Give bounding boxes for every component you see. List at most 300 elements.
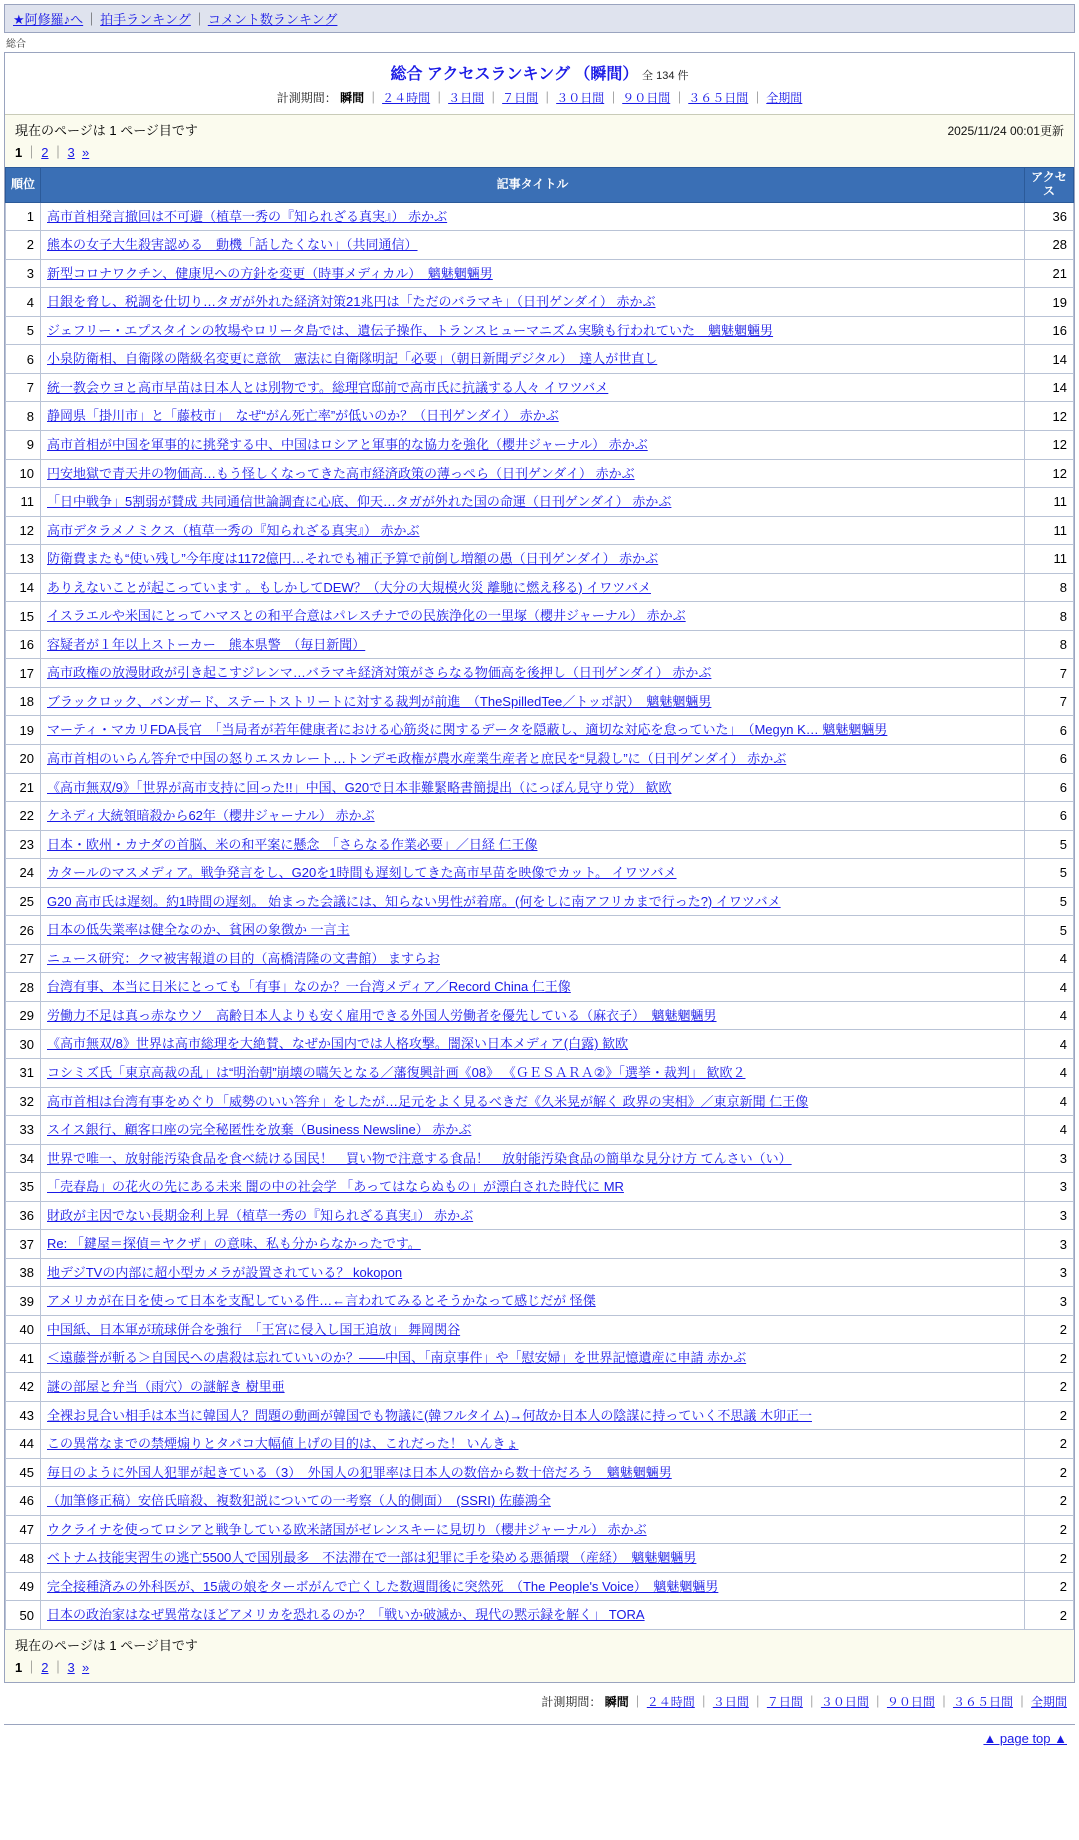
cell-rank: 22 bbox=[6, 802, 41, 831]
table-row bbox=[6, 802, 1074, 831]
cell-title bbox=[41, 830, 1025, 859]
cell-access-count: 2 bbox=[1025, 1315, 1074, 1344]
cell-title bbox=[41, 573, 1025, 602]
cell-rank: 32 bbox=[6, 1087, 41, 1116]
cell-rank: 12 bbox=[6, 516, 41, 545]
cell-rank: 29 bbox=[6, 1001, 41, 1030]
article-link[interactable]: 高市首相のいらん答弁で中国の怒りエスカレート…トンデモ政権が農水産業生産者と庶民を“見殺し”に（日刊ゲンダイ） 赤かぶ bbox=[47, 750, 787, 766]
table-row bbox=[6, 1572, 1074, 1601]
cell-access-count: 11 bbox=[1025, 516, 1074, 545]
article-link[interactable]: 日銀を脅し、税調を仕切り…タガが外れた経済対策21兆円は「ただのバラマキ」（日刊ゲンダイ） 赤かぶ bbox=[47, 294, 656, 310]
cell-title bbox=[41, 202, 1025, 231]
article-link[interactable]: アメリカが在日を使って日本を支配している件…←言われてみるとそうかなって感じだが 怪傑 bbox=[47, 1293, 596, 1309]
table-row bbox=[6, 545, 1074, 574]
period-option-365d-bottom[interactable]: ３６５日間 bbox=[952, 1694, 1013, 1709]
pager-next-bottom[interactable]: » bbox=[81, 1659, 90, 1675]
cell-title bbox=[41, 1001, 1025, 1030]
cell-access-count: 5 bbox=[1025, 916, 1074, 945]
pager-bottom: 1 ｜ 2 ｜ 3 » bbox=[5, 1656, 1074, 1682]
nav-link-applause-ranking[interactable]: 拍手ランキング bbox=[100, 12, 191, 27]
column-header-title: 記事タイトル bbox=[41, 168, 1025, 203]
cell-access-count: 16 bbox=[1025, 316, 1074, 345]
period-current-bottom: 瞬間 bbox=[604, 1694, 629, 1709]
article-link[interactable]: ありえないことが起こっています 。もしかしてDEW？（大分の大規模火災 離馳に燃え移る) イワツバメ bbox=[47, 579, 651, 595]
period-option-30d-bottom[interactable]: ３０日間 bbox=[820, 1694, 869, 1709]
period-option-24h-bottom[interactable]: ２４時間 bbox=[646, 1694, 695, 1709]
article-link[interactable]: ケネディ大統領暗殺から62年（櫻井ジャーナル） 赤かぶ bbox=[47, 808, 375, 824]
period-selector-top: 計測期間： 瞬間 ｜ ２４時間 ｜ ３日間 ｜ ７日間 ｜ ３０日間 ｜ ９０日間 ｜ ３６５日間 ｜ 全期間 bbox=[276, 91, 803, 105]
cell-access-count: 3 bbox=[1025, 1144, 1074, 1173]
cell-access-count: 3 bbox=[1025, 1287, 1074, 1316]
table-row bbox=[6, 773, 1074, 802]
cell-title bbox=[41, 1059, 1025, 1088]
top-navigation-bar bbox=[4, 4, 1075, 33]
cell-title bbox=[41, 1515, 1025, 1544]
cell-access-count: 2 bbox=[1025, 1601, 1074, 1630]
table-row bbox=[6, 859, 1074, 888]
table-row bbox=[6, 944, 1074, 973]
cell-title bbox=[41, 516, 1025, 545]
article-link[interactable]: ブラックロック、バンガード、ステートストリートに対する裁判が前進 （TheSpilledTee／トッポ訳） 魑魅魍魎男 bbox=[47, 693, 712, 709]
cell-title bbox=[41, 402, 1025, 431]
article-link[interactable]: 《高市無双/8》世界は高市総理を大絶賛、なぜか国内では人格攻撃。闇深い日本メディア(白露) 歓欧 bbox=[47, 1036, 629, 1052]
table-row bbox=[6, 1601, 1074, 1630]
article-link[interactable]: スイス銀行、顧客口座の完全秘匿性を放棄（Business Newsline） 赤かぶ bbox=[47, 1122, 472, 1138]
cell-title bbox=[41, 1030, 1025, 1059]
pager-page-3-bottom[interactable]: 3 bbox=[67, 1659, 75, 1675]
cell-access-count: 5 bbox=[1025, 887, 1074, 916]
cell-rank: 28 bbox=[6, 973, 41, 1002]
column-header-access: アクセス bbox=[1025, 168, 1074, 203]
breadcrumb: 総合 bbox=[6, 39, 26, 50]
article-link[interactable]: 静岡県「掛川市」と「藤枝市」 なぜ“がん死亡率”が低いのか？（日刊ゲンダイ） 赤かぶ bbox=[47, 408, 559, 424]
cell-rank: 36 bbox=[6, 1201, 41, 1230]
article-link[interactable]: 《高市無双/9》「世界が高市支持に回った!!」中国、G20で日本非難緊略書簡提出（にっぽん見守り党） 歓欧 bbox=[47, 779, 672, 795]
cell-rank: 48 bbox=[6, 1544, 41, 1573]
cell-rank: 2 bbox=[6, 231, 41, 260]
column-header-rank: 順位 bbox=[6, 168, 41, 203]
table-row bbox=[6, 1087, 1074, 1116]
cell-rank: 40 bbox=[6, 1315, 41, 1344]
cell-title bbox=[41, 1572, 1025, 1601]
cell-rank: 27 bbox=[6, 944, 41, 973]
table-row bbox=[6, 716, 1074, 745]
cell-rank: 14 bbox=[6, 573, 41, 602]
article-link[interactable]: 防衛費またも“使い残し”今年度は1172億円…それでも補正予算で前倒し増額の愚（日刊ゲンダイ） 赤かぶ bbox=[47, 551, 659, 567]
table-row bbox=[6, 887, 1074, 916]
cell-title bbox=[41, 802, 1025, 831]
article-link[interactable]: ウクライナを使ってロシアと戦争している欧米諸国がゼレンスキーに見切り（櫻井ジャーナル） 赤かぶ bbox=[47, 1521, 647, 1537]
cell-access-count: 19 bbox=[1025, 288, 1074, 317]
cell-access-count: 8 bbox=[1025, 602, 1074, 631]
cell-title bbox=[41, 1087, 1025, 1116]
period-option-7d[interactable]: ７日間 bbox=[502, 91, 539, 105]
period-option-90d[interactable]: ９０日間 bbox=[622, 91, 671, 105]
cell-rank: 6 bbox=[6, 345, 41, 374]
cell-title bbox=[41, 1430, 1025, 1459]
article-link[interactable]: この異常なまでの禁煙煽りとタバコ大幅値上げの目的は、これだった！ いんきょ bbox=[47, 1436, 519, 1452]
table-row bbox=[6, 1315, 1074, 1344]
page-title-wrap bbox=[5, 53, 1074, 86]
table-row bbox=[6, 1059, 1074, 1088]
table-row bbox=[6, 973, 1074, 1002]
pager-page-3-top[interactable]: 3 bbox=[67, 145, 75, 160]
table-row bbox=[6, 1544, 1074, 1573]
table-row bbox=[6, 1258, 1074, 1287]
article-link[interactable]: ニュース研究：クマ被害報道の目的（高橋清隆の文書館） ますらお bbox=[47, 950, 440, 966]
table-row bbox=[6, 288, 1074, 317]
cell-access-count: 3 bbox=[1025, 1173, 1074, 1202]
table-row bbox=[6, 373, 1074, 402]
article-link[interactable]: 新型コロナワクチン、健康児への方針を変更（時事メディカル） 魑魅魍魎男 bbox=[47, 265, 493, 281]
cell-title bbox=[41, 1201, 1025, 1230]
cell-title bbox=[41, 602, 1025, 631]
pager-current-top: 1 bbox=[15, 145, 23, 160]
cell-access-count: 6 bbox=[1025, 802, 1074, 831]
cell-title bbox=[41, 916, 1025, 945]
cell-title bbox=[41, 1544, 1025, 1573]
cell-access-count: 2 bbox=[1025, 1544, 1074, 1573]
page-title: 総合 アクセスランキング （瞬間） bbox=[390, 66, 639, 83]
cell-title bbox=[41, 430, 1025, 459]
cell-access-count: 11 bbox=[1025, 545, 1074, 574]
cell-access-count: 2 bbox=[1025, 1373, 1074, 1402]
cell-title bbox=[41, 1230, 1025, 1259]
cell-access-count: 2 bbox=[1025, 1487, 1074, 1516]
cell-title bbox=[41, 288, 1025, 317]
article-link[interactable]: 台湾有事、本当に日米にとっても「有事」なのか？一台湾メディア／Record China 仁王像 bbox=[47, 979, 571, 995]
cell-rank: 13 bbox=[6, 545, 41, 574]
article-link[interactable]: 地デジTVの内部に超小型カメラが設置されている？ kokopon bbox=[47, 1264, 403, 1280]
cell-access-count: 6 bbox=[1025, 716, 1074, 745]
article-link[interactable]: 世界で唯一、放射能汚染食品を食べ続ける国民！ 買い物で注意する食品！ 放射能汚染食品の簡単な見分け方 てんさい（い） bbox=[47, 1150, 792, 1166]
cell-access-count: 4 bbox=[1025, 944, 1074, 973]
last-updated: 2025/11/24 00:01更新 bbox=[947, 124, 1064, 138]
table-row bbox=[6, 573, 1074, 602]
cell-access-count: 2 bbox=[1025, 1458, 1074, 1487]
table-row bbox=[6, 1344, 1074, 1373]
ranking-frame bbox=[4, 52, 1075, 1683]
cell-access-count: 4 bbox=[1025, 1001, 1074, 1030]
cell-access-count: 8 bbox=[1025, 630, 1074, 659]
cell-rank: 33 bbox=[6, 1116, 41, 1145]
cell-title bbox=[41, 630, 1025, 659]
cell-rank: 34 bbox=[6, 1144, 41, 1173]
cell-title bbox=[41, 1487, 1025, 1516]
cell-title bbox=[41, 659, 1025, 688]
article-link[interactable]: G20 高市氏は遅刻。約1時間の遅刻。 始まった会議には、知らない男性が着席。(何をしに南アフリカまで行った?) イワツバメ bbox=[47, 893, 781, 909]
cell-title bbox=[41, 545, 1025, 574]
cell-rank: 49 bbox=[6, 1572, 41, 1601]
cell-title bbox=[41, 744, 1025, 773]
cell-rank: 45 bbox=[6, 1458, 41, 1487]
cell-rank: 21 bbox=[6, 773, 41, 802]
table-row bbox=[6, 830, 1074, 859]
cell-title bbox=[41, 773, 1025, 802]
article-link[interactable]: 容疑者が１年以上ストーカー 熊本県警 （毎日新聞） bbox=[47, 636, 366, 652]
cell-rank: 25 bbox=[6, 887, 41, 916]
cell-rank: 50 bbox=[6, 1601, 41, 1630]
cell-title bbox=[41, 687, 1025, 716]
cell-title bbox=[41, 973, 1025, 1002]
cell-title bbox=[41, 231, 1025, 260]
cell-access-count: 2 bbox=[1025, 1572, 1074, 1601]
table-row bbox=[6, 602, 1074, 631]
period-option-30d[interactable]: ３０日間 bbox=[556, 91, 605, 105]
article-link[interactable]: コシミズ氏「東京高裁の乱」は“明治朝”崩壊の嚆矢となる／藩復興計画《08》 《ＧＥＳＡＲＡ②》「選挙・裁判」 歓欧２ bbox=[47, 1065, 746, 1080]
table-row bbox=[6, 744, 1074, 773]
cell-title bbox=[41, 1173, 1025, 1202]
pager-top: 1 ｜ 2 ｜ 3 » bbox=[5, 141, 1074, 167]
article-link[interactable]: 熊本の女子大生殺害認める 動機「話したくない」（共同通信） bbox=[47, 237, 418, 253]
cell-rank: 10 bbox=[6, 459, 41, 488]
cell-rank: 4 bbox=[6, 288, 41, 317]
period-option-24h[interactable]: ２４時間 bbox=[382, 91, 431, 105]
period-option-3d[interactable]: ３日間 bbox=[448, 91, 485, 105]
cell-access-count: 2 bbox=[1025, 1401, 1074, 1430]
cell-title bbox=[41, 859, 1025, 888]
table-row bbox=[6, 1201, 1074, 1230]
article-link[interactable]: 謎の部屋と弁当（雨穴）の謎解き 樹里亜 bbox=[47, 1379, 285, 1395]
period-option-365d[interactable]: ３６５日間 bbox=[688, 91, 749, 105]
cell-rank: 39 bbox=[6, 1287, 41, 1316]
table-row bbox=[6, 1373, 1074, 1402]
cell-rank: 18 bbox=[6, 687, 41, 716]
cell-title bbox=[41, 1116, 1025, 1145]
cell-rank: 1 bbox=[6, 202, 41, 231]
nav-separator-2: ｜ bbox=[192, 12, 206, 27]
table-row bbox=[6, 231, 1074, 260]
article-link[interactable]: 中国紙、日本軍が琉球併合を強行 「王宮に侵入し国王追放」 舞岡関谷 bbox=[47, 1321, 461, 1337]
cell-rank: 30 bbox=[6, 1030, 41, 1059]
table-row bbox=[6, 1116, 1074, 1145]
table-row bbox=[6, 916, 1074, 945]
article-link[interactable]: 高市首相が中国を軍事的に挑発する中、中国はロシアと軍事的な協力を強化（櫻井ジャーナル） 赤かぶ bbox=[47, 436, 648, 452]
article-link[interactable]: 高市政権の放漫財政が引き起こすジレンマ…バラマキ経済対策がさらなる物価高を後押し（日刊ゲンダイ） 赤かぶ bbox=[47, 665, 712, 681]
article-link[interactable]: 毎日のように外国人犯罪が起きている（3） 外国人の犯罪率は日本人の数倍から数十倍だろう 魑魅魍魎男 bbox=[47, 1464, 672, 1480]
article-link[interactable]: 「日中戦争」5割弱が賛成 共同通信世論調査に心底、仰天…タガが外れた国の命運（日刊ゲンダイ） 赤かぶ bbox=[47, 494, 672, 510]
cell-access-count: 7 bbox=[1025, 659, 1074, 688]
article-link[interactable]: （加筆修正稿）安倍氏暗殺、複数犯説についての一考察（人的側面） (SSRI) 佐藤鴻全 bbox=[47, 1493, 551, 1509]
cell-title bbox=[41, 1458, 1025, 1487]
cell-access-count: 14 bbox=[1025, 345, 1074, 374]
article-link[interactable]: ＜遠藤誉が斬る＞自国民への虐殺は忘れていいのか？――中国、「南京事件」や「慰安婦」を世界記憶遺産に申請 赤かぶ bbox=[47, 1350, 747, 1366]
cell-title bbox=[41, 944, 1025, 973]
article-link[interactable]: 円安地獄で青天井の物価高…もう怪しくなってきた高市経済政策の薄っぺら（日刊ゲンダイ） 赤かぶ bbox=[47, 465, 635, 481]
table-row bbox=[6, 1401, 1074, 1430]
cell-rank: 19 bbox=[6, 716, 41, 745]
cell-rank: 8 bbox=[6, 402, 41, 431]
cell-access-count: 5 bbox=[1025, 830, 1074, 859]
table-row bbox=[6, 659, 1074, 688]
cell-title bbox=[41, 1144, 1025, 1173]
article-link[interactable]: 日本・欧州・カナダの首脳、米の和平案に懸念 「さらなる作業必要」／日経 仁王像 bbox=[47, 836, 538, 852]
article-link[interactable]: 高市デタラメノミクス（植草一秀の『知られざる真実』） 赤かぶ bbox=[47, 522, 420, 538]
period-option-90d-bottom[interactable]: ９０日間 bbox=[886, 1694, 935, 1709]
period-option-all-bottom[interactable]: 全期間 bbox=[1030, 1694, 1067, 1709]
page-top-link[interactable]: ▲ page top ▲ bbox=[983, 1730, 1067, 1746]
table-row bbox=[6, 316, 1074, 345]
table-row bbox=[6, 687, 1074, 716]
article-link[interactable]: 労働力不足は真っ赤なウソ 高齢日本人よりも安く雇用できる外国人労働者を優先している（麻衣子） 魑魅魍魎男 bbox=[47, 1007, 717, 1023]
nav-separator-1: ｜ bbox=[85, 12, 99, 27]
article-link[interactable]: 財政が主因でない長期金利上昇（植草一秀の『知られざる真実』） 赤かぶ bbox=[47, 1207, 474, 1223]
table-row bbox=[6, 259, 1074, 288]
cell-access-count: 11 bbox=[1025, 488, 1074, 517]
table-row bbox=[6, 1144, 1074, 1173]
cell-title bbox=[41, 259, 1025, 288]
cell-access-count: 3 bbox=[1025, 1258, 1074, 1287]
article-link[interactable]: 小泉防衛相、自衛隊の階級名変更に意欲 憲法に自衛隊明記「必要」（朝日新聞デジタル） 達人が世直し bbox=[47, 351, 658, 367]
table-row bbox=[6, 1001, 1074, 1030]
cell-access-count: 36 bbox=[1025, 202, 1074, 231]
cell-rank: 20 bbox=[6, 744, 41, 773]
current-page-text-bottom: 現在のページは 1 ページ目です bbox=[15, 1637, 198, 1653]
period-current: 瞬間 bbox=[340, 91, 365, 105]
table-row bbox=[6, 402, 1074, 431]
nav-link-comment-ranking[interactable]: コメント数ランキング bbox=[207, 12, 338, 27]
cell-rank: 26 bbox=[6, 916, 41, 945]
cell-title bbox=[41, 1315, 1025, 1344]
cell-rank: 17 bbox=[6, 659, 41, 688]
cell-title bbox=[41, 1344, 1025, 1373]
table-row bbox=[6, 459, 1074, 488]
cell-access-count: 28 bbox=[1025, 231, 1074, 260]
cell-title bbox=[41, 1287, 1025, 1316]
cell-rank: 23 bbox=[6, 830, 41, 859]
cell-rank: 37 bbox=[6, 1230, 41, 1259]
cell-rank: 7 bbox=[6, 373, 41, 402]
cell-title bbox=[41, 1373, 1025, 1402]
article-link[interactable]: 「売春島」の花火の先にある未来 闇の中の社会学 「あってはならぬもの」が漂白された時代に MR bbox=[47, 1179, 624, 1195]
table-row bbox=[6, 1030, 1074, 1059]
cell-rank: 43 bbox=[6, 1401, 41, 1430]
article-link[interactable]: 完全接種済みの外科医が、15歳の娘をターボがんで亡くした数週間後に突然死 （The People's Voice） 魑魅魍魎男 bbox=[47, 1578, 719, 1594]
cell-access-count: 21 bbox=[1025, 259, 1074, 288]
cell-title bbox=[41, 1601, 1025, 1630]
table-row bbox=[6, 430, 1074, 459]
period-option-7d-bottom[interactable]: ７日間 bbox=[766, 1694, 803, 1709]
cell-access-count: 12 bbox=[1025, 402, 1074, 431]
cell-title bbox=[41, 345, 1025, 374]
table-row bbox=[6, 1287, 1074, 1316]
table-row bbox=[6, 630, 1074, 659]
table-row bbox=[6, 345, 1074, 374]
cell-rank: 5 bbox=[6, 316, 41, 345]
cell-access-count: 12 bbox=[1025, 430, 1074, 459]
article-link[interactable]: マーティ・マカリFDA長官 「当局者が若年健康者における心筋炎に関するデータを隠蔽し、適切な対応を怠っていた」 （Megyn K… 魑魅魍魎男 bbox=[47, 722, 888, 738]
cell-title bbox=[41, 488, 1025, 517]
cell-title bbox=[41, 887, 1025, 916]
period-label: 計測期間： bbox=[276, 91, 337, 105]
cell-access-count: 5 bbox=[1025, 859, 1074, 888]
cell-access-count: 14 bbox=[1025, 373, 1074, 402]
cell-rank: 38 bbox=[6, 1258, 41, 1287]
pager-next-top[interactable]: » bbox=[81, 145, 90, 160]
article-link[interactable]: 高市首相発言撤回は不可避（植草一秀の『知られざる真実』） 赤かぶ bbox=[47, 208, 448, 224]
cell-rank: 15 bbox=[6, 602, 41, 631]
table-row bbox=[6, 1515, 1074, 1544]
table-row bbox=[6, 1230, 1074, 1259]
period-option-3d-bottom[interactable]: ３日間 bbox=[712, 1694, 749, 1709]
cell-access-count: 4 bbox=[1025, 1059, 1074, 1088]
article-link[interactable]: ジェフリー・エプスタインの牧場やロリータ島では、遺伝子操作、トランスヒューマニズム実験も行われていた 魑魅魍魎男 bbox=[47, 322, 774, 338]
pager-page-2-top[interactable]: 2 bbox=[41, 145, 49, 160]
cell-rank: 31 bbox=[6, 1059, 41, 1088]
article-link[interactable]: 統一教会ウヨと高市早苗は日本人とは別物です。総理官邸前で高市氏に抗議する人々 イワツバメ bbox=[47, 379, 609, 395]
cell-access-count: 6 bbox=[1025, 744, 1074, 773]
cell-access-count: 4 bbox=[1025, 1087, 1074, 1116]
cell-title bbox=[41, 373, 1025, 402]
table-row bbox=[6, 1458, 1074, 1487]
pager-page-2-bottom[interactable]: 2 bbox=[41, 1659, 49, 1675]
ranking-table bbox=[5, 167, 1074, 1630]
cell-rank: 46 bbox=[6, 1487, 41, 1516]
cell-access-count: 12 bbox=[1025, 459, 1074, 488]
cell-access-count: 3 bbox=[1025, 1201, 1074, 1230]
period-option-all[interactable]: 全期間 bbox=[766, 91, 803, 105]
table-row bbox=[6, 488, 1074, 517]
cell-rank: 11 bbox=[6, 488, 41, 517]
cell-access-count: 2 bbox=[1025, 1344, 1074, 1373]
article-link[interactable]: イスラエルや米国にとってハマスとの和平合意はパレスチナでの民族浄化の一里塚（櫻井ジャーナル） 赤かぶ bbox=[47, 608, 686, 624]
cell-rank: 47 bbox=[6, 1515, 41, 1544]
article-link[interactable]: 日本の低失業率は健全なのか、貧困の象徴か 一言主 bbox=[47, 922, 350, 938]
cell-rank: 24 bbox=[6, 859, 41, 888]
table-header-row bbox=[6, 168, 1074, 203]
table-row bbox=[6, 202, 1074, 231]
cell-rank: 41 bbox=[6, 1344, 41, 1373]
cell-title bbox=[41, 1258, 1025, 1287]
cell-title bbox=[41, 716, 1025, 745]
table-row bbox=[6, 1487, 1074, 1516]
cell-access-count: 6 bbox=[1025, 773, 1074, 802]
article-link[interactable]: 全裸お見合い相手は本当に韓国人？問題の動画が韓国でも物議に(韓フルタイム)→何故か日本人の陰謀に持っていく不思議 木卯正一 bbox=[47, 1407, 812, 1423]
cell-rank: 9 bbox=[6, 430, 41, 459]
cell-access-count: 4 bbox=[1025, 1116, 1074, 1145]
page-top-wrap bbox=[4, 1725, 1075, 1756]
nav-link-home[interactable]: ★阿修羅♪へ bbox=[13, 12, 84, 27]
cell-access-count: 2 bbox=[1025, 1430, 1074, 1459]
cell-access-count: 3 bbox=[1025, 1230, 1074, 1259]
cell-access-count: 7 bbox=[1025, 687, 1074, 716]
article-link[interactable]: 日本の政治家はなぜ異常なほどアメリカを恐れるのか？「戦いか破滅か、現代の黙示録を解く」 TORA bbox=[47, 1607, 645, 1623]
cell-rank: 42 bbox=[6, 1373, 41, 1402]
cell-access-count: 4 bbox=[1025, 1030, 1074, 1059]
cell-title bbox=[41, 459, 1025, 488]
article-link[interactable]: ベトナム技能実習生の逃亡5500人で国別最多 不法滞在で一部は犯罪に手を染める悪循環 （産経） 魑魅魍魎男 bbox=[47, 1550, 697, 1566]
cell-title bbox=[41, 1401, 1025, 1430]
period-label-bottom: 計測期間： bbox=[541, 1694, 602, 1709]
cell-rank: 3 bbox=[6, 259, 41, 288]
cell-title bbox=[41, 316, 1025, 345]
pager-current-bottom: 1 bbox=[15, 1659, 23, 1675]
article-link[interactable]: 高市首相は台湾有事をめぐり「威勢のいい答弁」をしたが…足元をよく見るべきだ《久米晃が解く 政界の実相》／東京新聞 仁王像 bbox=[47, 1093, 809, 1109]
table-row bbox=[6, 1430, 1074, 1459]
current-page-text-top: 現在のページは 1 ページ目です bbox=[15, 123, 198, 138]
cell-access-count: 8 bbox=[1025, 573, 1074, 602]
status-row-bottom bbox=[5, 1630, 1074, 1656]
ranking-table-body bbox=[6, 202, 1074, 1629]
status-row-top bbox=[5, 114, 1074, 141]
cell-access-count: 4 bbox=[1025, 973, 1074, 1002]
article-link[interactable]: Re: 「鍵屋＝探偵＝ヤクザ」の意味、私も分からなかったです。 bbox=[47, 1236, 421, 1252]
cell-rank: 44 bbox=[6, 1430, 41, 1459]
article-link[interactable]: カタールのマスメディア。戦争発言をし、G20を1時間も遅刻してきた高市早苗を映像でカット。 イワツバメ bbox=[47, 865, 677, 881]
table-row bbox=[6, 516, 1074, 545]
cell-rank: 35 bbox=[6, 1173, 41, 1202]
cell-rank: 16 bbox=[6, 630, 41, 659]
